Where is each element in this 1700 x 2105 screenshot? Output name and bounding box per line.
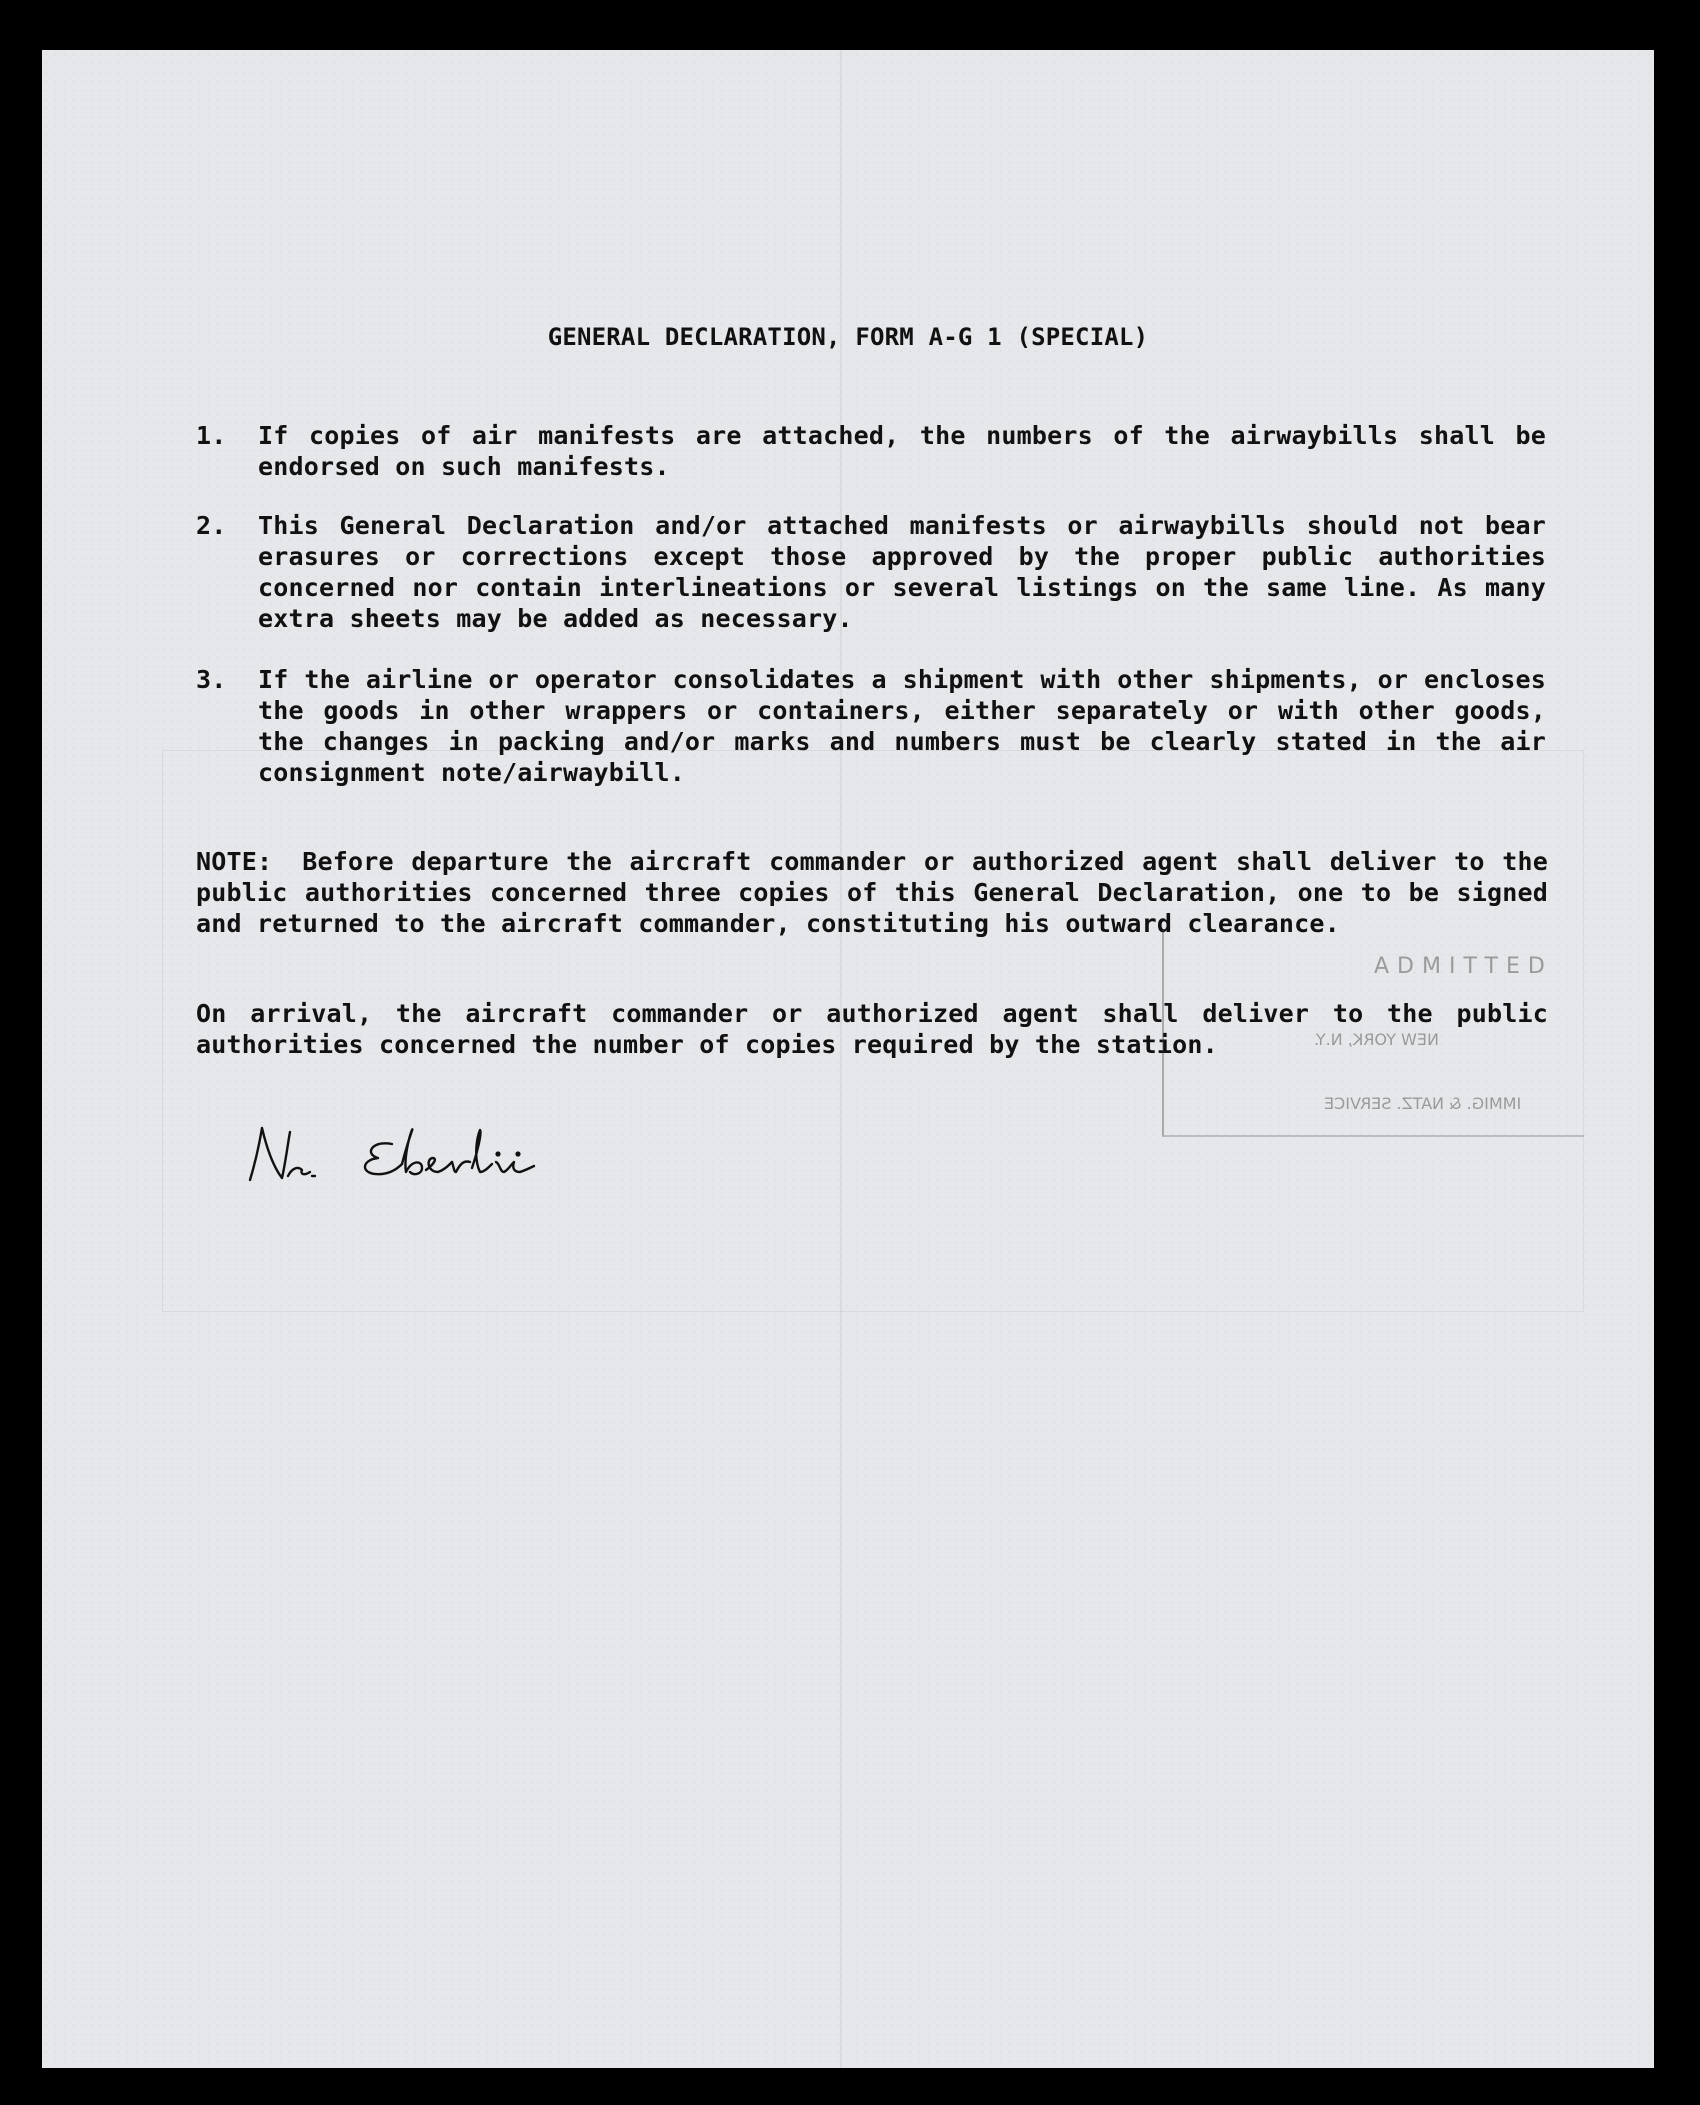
stamp-city: NEW YORK, N.Y.	[1314, 1030, 1439, 1049]
note-paragraph	[196, 846, 1548, 939]
item-number: 3.	[196, 665, 227, 694]
document-page	[42, 50, 1654, 2068]
note-label: NOTE:	[196, 847, 273, 876]
stamp-service: IMMIG. & NATZ. SERVICE	[1324, 1094, 1522, 1113]
handwritten-signature	[242, 1110, 562, 1200]
item-number: 2.	[196, 511, 227, 540]
note-text: Before departure the aircraft commander or authorized agent shall deliver to the public authorities concerned three copies of this General Declaration, one to be signed and returned to the aircraft commander, constituting his outward clearance.	[196, 847, 1548, 938]
document-title: GENERAL DECLARATION, FORM A-G 1 (SPECIAL)	[547, 323, 1149, 351]
list-item	[196, 420, 1546, 482]
immigration-stamp	[1162, 930, 1584, 1137]
arrival-paragraph: On arrival, the aircraft commander or authorized agent shall deliver to the public authorities concerned the number of copies required by the station.	[196, 999, 1548, 1059]
signature-text: Nr. Eberlin	[242, 1110, 249, 1111]
stamp-admitted: ADMITTED	[1374, 954, 1553, 979]
item-number: 1.	[196, 421, 227, 450]
item-text: This General Declaration and/or attached manifests or airwaybills should not bear erasures or corrections except those approved by the proper public authorities concerned nor contain interlineations or several listings on the same line. As many extra sheets may be added as necessary.	[258, 511, 1546, 633]
list-item	[196, 664, 1546, 788]
item-text: If copies of air manifests are attached, the numbers of the airwaybills shall be endorsed on such manifests.	[258, 421, 1546, 481]
item-text: If the airline or operator consolidates a shipment with other shipments, or encloses the goods in other wrappers or containers, either separately or with other goods, the changes in packing and/or marks and numbers must be clearly stated in the air consignment note/airwaybill.	[258, 665, 1546, 787]
list-item	[196, 510, 1546, 634]
